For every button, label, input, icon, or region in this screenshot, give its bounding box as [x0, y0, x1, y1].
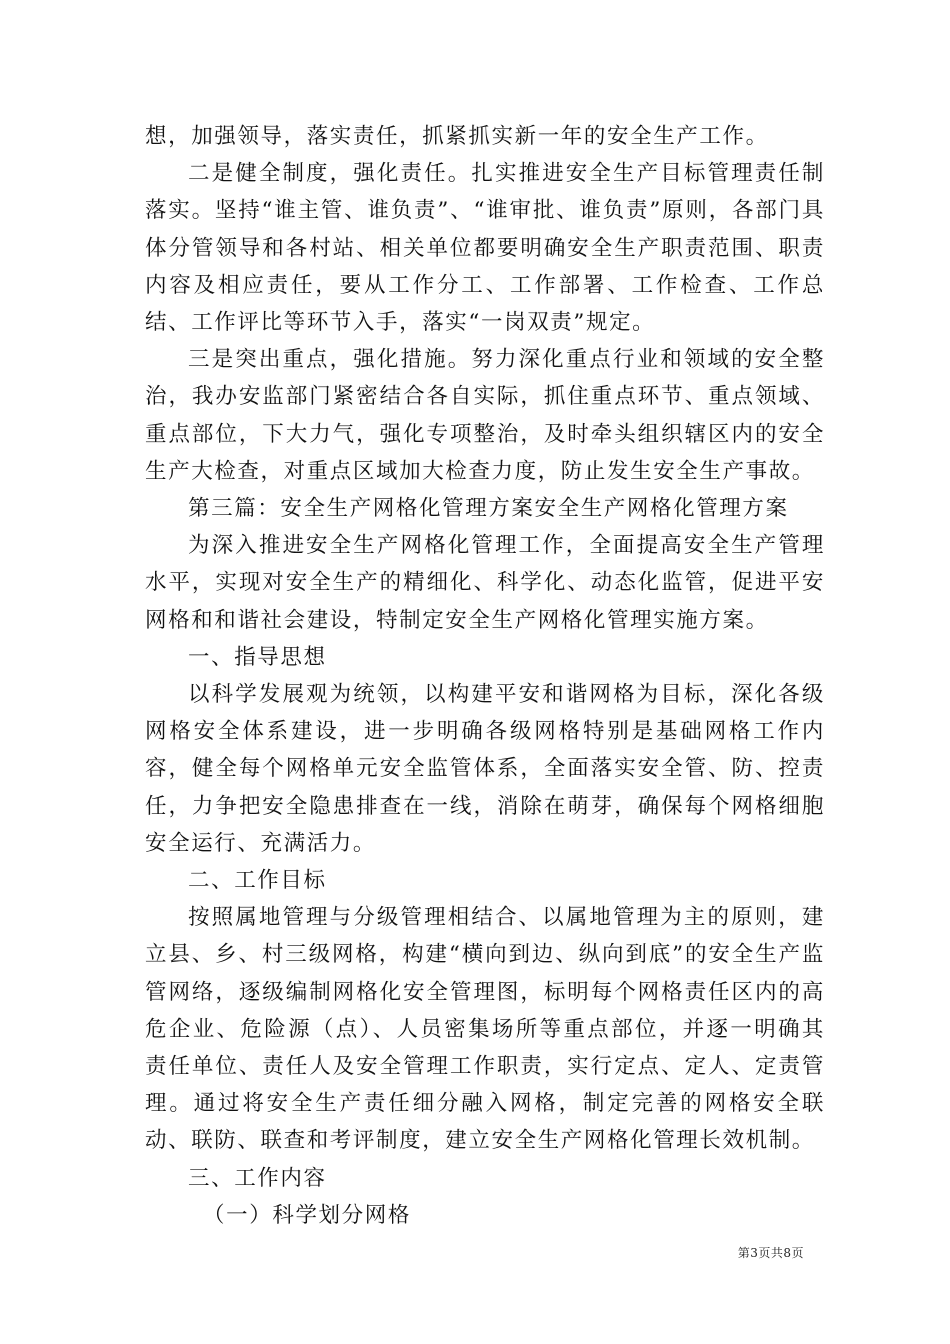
paragraph-guiding-ideology: 以科学发展观为统领，以构建平安和谐网格为目标，深化各级网格安全体系建设，进一步明确各级网格特别是基础网格工作内容，健全每个网格单元安全监管体系，全面落实安全管、防、控责任，力争把安全隐患排查在一线，消除在萌芽，确保每个网格细胞安全运行、充满活力。 — [145, 682, 825, 856]
document-body — [145, 118, 825, 1234]
subheading-grid-division: （一）科学划分网格 — [203, 1202, 411, 1228]
heading-work-content: 三、工作内容 — [188, 1165, 327, 1191]
paragraph-continuation: 想，加强领导，落实责任，抓紧抓实新一年的安全生产工作。 — [145, 124, 769, 149]
paragraph-work-goals: 按照属地管理与分级管理相结合、以属地管理为主的原则，建立县、乡、村三级网格，构建“横向到边、纵向到底”的安全生产监管网络，逐级编制网格化安全管理图，标明每个网格责任区内的高危企业、危险源（点）、人员密集场所等重点部位，并逐一明确其责任单位、责任人及安全管理工作职责，实行定点、定人、定责管理。通过将安全生产责任细分融入网格，制定完善的网格安全联动、联防、联查和考评制度，建立安全生产网格化管理长效机制。 — [145, 905, 825, 1154]
paragraph-introduction: 为深入推进安全生产网格化管理工作，全面提高安全生产管理水平，实现对安全生产的精细化、科学化、动态化监管，促进平安网格和和谐社会建设，特制定安全生产网格化管理实施方案。 — [145, 533, 825, 633]
section-title-part-three: 第三篇：安全生产网格化管理方案安全生产网格化管理方案 — [188, 496, 789, 522]
heading-work-goals: 二、工作目标 — [188, 868, 327, 894]
paragraph-key-measures: 三是突出重点，强化措施。努力深化重点行业和领域的安全整治，我办安监部门紧密结合各自实际，抓住重点环节、重点领域、重点部位，下大力气，强化专项整治，及时牵头组织辖区内的安全生产大检查，对重点区域加大检查力度，防止发生安全生产事故。 — [145, 347, 825, 484]
page-number-footer: 第3页共8页 — [737, 1246, 804, 1260]
paragraph-system-responsibility: 二是健全制度，强化责任。扎实推进安全生产目标管理责任制落实。坚持“谁主管、谁负责”、“谁审批、谁负责”原则，各部门具体分管领导和各村站、相关单位都要明确安全生产职责范围、职责内容及相应责任，要从工作分工、工作部署、工作检查、工作总结、工作评比等环节入手，落实“一岗双责”规定。 — [145, 161, 825, 336]
heading-guiding-ideology: 一、指导思想 — [188, 644, 327, 670]
